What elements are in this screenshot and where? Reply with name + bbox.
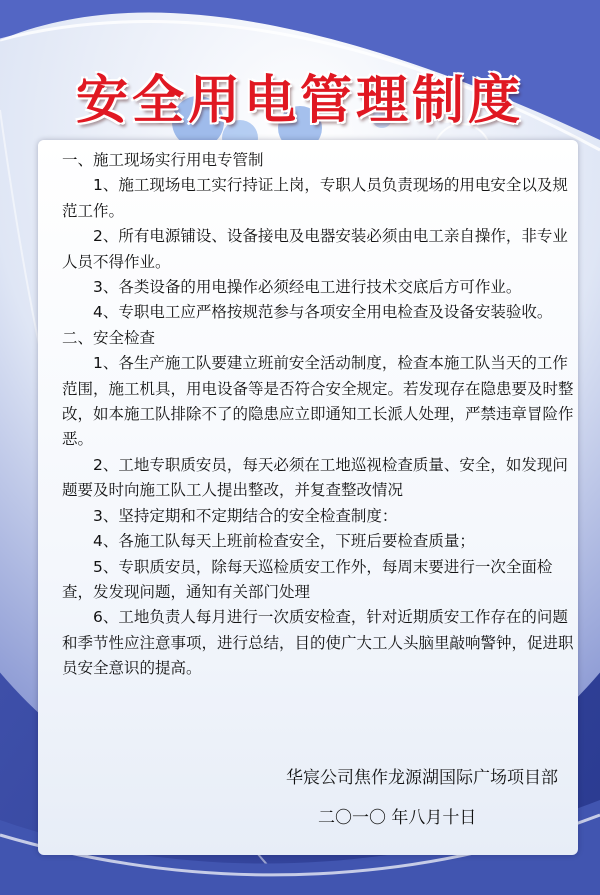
list-item: 6、工地负责人每月进行一次质安检查，针对近期质安工作存在的问题和季节性应注意事项，进行总结，目的使广大工人头脑里敲响警钟，促进职员安全意识的提高。 — [62, 608, 574, 678]
regulation-text — [62, 148, 574, 682]
list-item: 2、工地专职质安员，每天必须在工地巡视检查质量、安全，如发现问题要及时向施工队工人提出整改，并复查整改情况 — [62, 455, 568, 500]
list-item: 4、专职电工应严格按规范参与各项安全用电检查及设备安装验收。 — [93, 303, 553, 322]
date-text: 二〇一〇 年八月十日 — [318, 808, 477, 828]
list-item: 4、各施工队每天上班前检查安全，下班后要检查质量； — [93, 532, 475, 551]
list-item: 5、专职质安员，除每天巡检质安工作外，每周末要进行一次全面检查，发发现问题，通知有关部门处理 — [62, 557, 553, 601]
list-item: 2、所有电源铺设、设备接电及电器安装必须由电工亲自操作，非专业人员不得作业。 — [62, 227, 568, 271]
organization-name: 华宸公司焦作龙源湖国际广场项目部 — [286, 768, 558, 788]
page-title: 安全用电管理制度 — [75, 71, 524, 131]
list-item: 1、各生产施工队要建立班前安全活动制度，检查本施工队当天的工作范围，施工机具，用电设备等是否符合安全规定。若发现存在隐患要及时整改，如本施工队排除不了的隐患应立即通知工长派人处理，严禁违章冒险作恶。 — [62, 354, 574, 449]
list-item: 1、施工现场电工实行持证上岗，专职人员负责现场的用电安全以及规范工作。 — [62, 176, 568, 220]
section-heading: 一、施工现场实行用电专管制 — [62, 151, 264, 169]
list-item: 3、各类设备的用电操作必须经电工进行技术交底后方可作业。 — [93, 278, 522, 297]
section-heading: 二、安全检查 — [62, 328, 156, 347]
list-item: 3、坚持定期和不定期结合的安全检查制度： — [93, 506, 398, 525]
